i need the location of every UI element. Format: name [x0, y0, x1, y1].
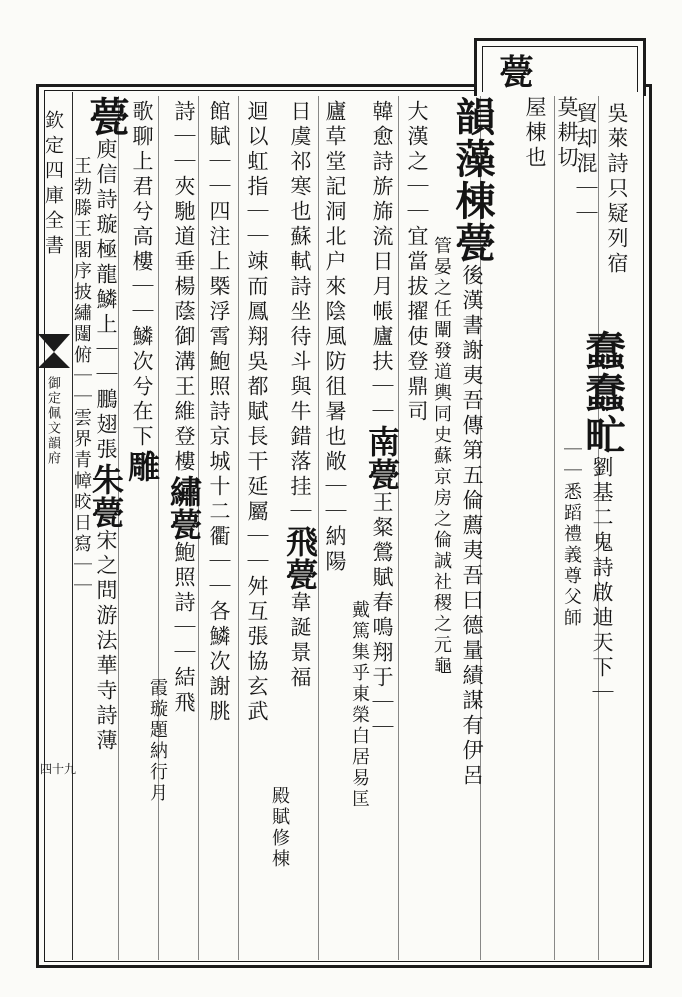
fish-tail-mark: [36, 330, 72, 370]
body-text: 韋誕景福: [288, 591, 312, 691]
subheadword: 繡甍: [165, 475, 203, 541]
column-rule: [158, 96, 159, 960]
text-column: [165, 100, 203, 716]
annotation-text: 霞璇題納行月: [147, 678, 168, 804]
body-text: 大漢之｜｜宜當拔擢使登鼎司: [405, 100, 429, 425]
subheadword: 南甍: [363, 425, 401, 491]
text-column: [560, 440, 581, 629]
text-column: [449, 96, 496, 789]
column-rule: [554, 96, 555, 960]
book-title: 欽定四庫全書: [42, 110, 64, 260]
body-text: 鮑照詩｜｜結飛: [172, 541, 196, 716]
text-column: [123, 100, 161, 483]
text-column: [575, 102, 596, 227]
text-column: [324, 100, 345, 575]
text-column: [83, 96, 130, 754]
body-text: 王粲鶯賦春鳴翔于｜｜: [370, 491, 394, 741]
text-column: [606, 102, 627, 277]
annotation-text: 管晏之任闡發道輿同史蘇京房之倫誠社稷之元龜: [431, 236, 452, 677]
headword: 蠢蠢甿: [579, 330, 626, 456]
text-column: [406, 100, 427, 425]
body-text: 貿却混｜｜: [574, 102, 598, 227]
body-text: 庾信詩璇極龍鱗上｜｜鵬翅張: [94, 138, 118, 463]
subheadword: 朱甍: [87, 463, 125, 529]
body-text: 詩｜｜夾馳道垂楊蔭御溝王維登樓: [172, 100, 196, 475]
column-rule: [398, 96, 399, 960]
text-column: [246, 100, 267, 725]
body-text: 迴以虹指｜｜竦而鳳翔吳都賦長干延屬｜｜舛互張協玄武: [245, 100, 269, 725]
column-rule: [238, 96, 239, 960]
annotation-text: 戴篤集乎東榮白居易匡: [349, 600, 370, 810]
subheadword: 雕: [123, 450, 161, 483]
annotation-text: 殿賦修棟: [269, 786, 290, 870]
section-title: 御定佩文韻府: [45, 376, 60, 466]
body-text: 韓愈詩旂旆流日月帳廬扶｜｜: [370, 100, 394, 425]
text-column: [208, 100, 229, 725]
body-text: 宋之問游法華寺詩薄: [94, 529, 118, 754]
annotation-text: ｜｜悉蹈禮義尊父師: [561, 440, 582, 629]
annotation-text: 雲界青幛晈日寫｜｜: [71, 408, 92, 597]
text-column: [579, 330, 626, 706]
page-number: 四十九: [40, 762, 77, 776]
body-text: 屋棟也: [523, 96, 547, 171]
body-text: 日虞祁寒也蘇軾詩坐待斗與牛錯落挂｜: [288, 100, 312, 525]
body-text: 歌聊上君兮高樓｜｜鱗次兮在下: [130, 100, 154, 450]
headword: 甍: [83, 96, 130, 138]
text-column: [70, 156, 91, 597]
body-text: 吳萊詩只疑列宿: [605, 102, 629, 277]
annotation-text: 王勃滕王閣序披繡闥俯｜｜: [71, 156, 92, 408]
text-column: [430, 236, 451, 677]
body-text: 劉基二鬼詩啟迪天下｜: [590, 456, 614, 706]
text-column: [146, 678, 167, 804]
text-column: [268, 786, 289, 870]
text-column: [281, 100, 319, 691]
body-text: 莫耕切: [555, 96, 579, 171]
text-column: [524, 96, 545, 171]
body-text: 後漢書謝夷吾傳第五倫薦夷吾曰德量績謀有伊呂: [460, 264, 484, 789]
headword: 韻藻棟甍: [449, 96, 496, 264]
text-column: [363, 100, 401, 741]
body-text: 廬草堂記洞北户來陰風防徂暑也敞｜｜納陽: [323, 100, 347, 575]
text-column: [348, 600, 369, 810]
subheadword: 飛甍: [281, 525, 319, 591]
rhyme-heading: 甍: [493, 54, 533, 90]
body-text: 館賦｜｜四注上槩浮霄鮑照詩京城十二衢｜｜各鱗次謝朓: [207, 100, 231, 725]
